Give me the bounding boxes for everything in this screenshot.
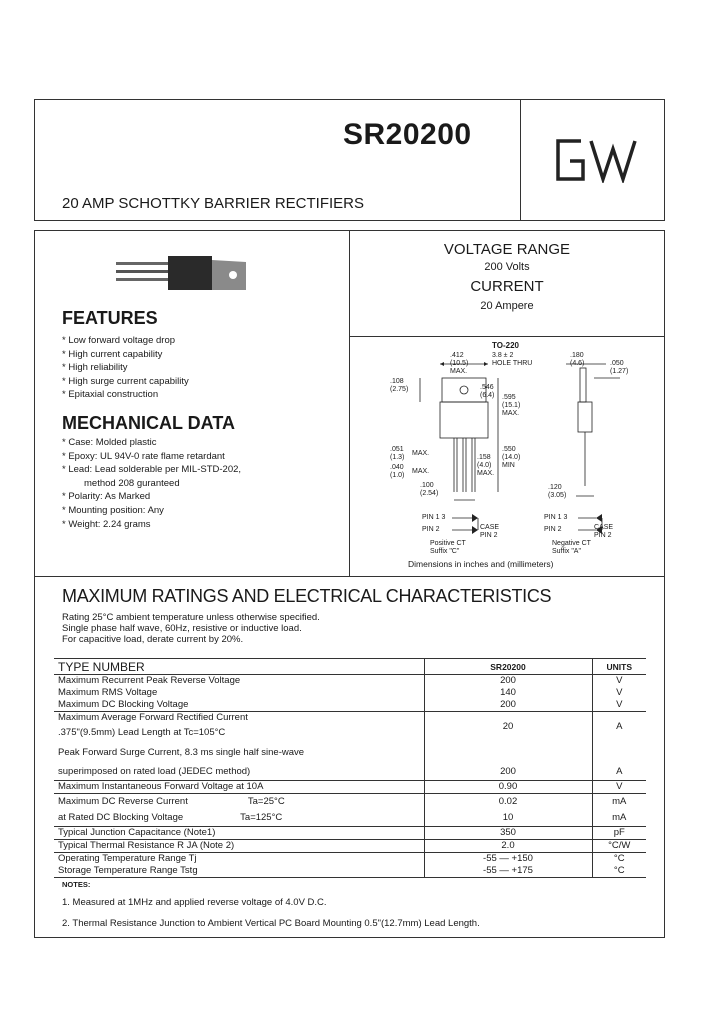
unit-cell: A	[592, 764, 646, 781]
table-row	[54, 853, 646, 866]
dim-595-in: .595	[502, 394, 516, 401]
pin13-left: PIN 1 3	[422, 514, 446, 521]
param-text: Maximum DC Reverse Current	[58, 796, 188, 807]
dim-108-mm: (2.75)	[390, 386, 409, 393]
value-cell: 0.90	[424, 781, 592, 794]
ratings-title: MAXIMUM RATINGS AND ELECTRICAL CHARACTERISTICS	[62, 586, 552, 606]
param-cell: Maximum RMS Voltage	[58, 687, 158, 698]
value-cell: 2.0	[424, 840, 592, 853]
header-divider	[520, 99, 521, 221]
dim-595-mm: (15.1)	[502, 402, 521, 409]
table-row	[54, 794, 646, 811]
dim-050-in: .050	[610, 360, 624, 367]
table-row	[54, 865, 646, 878]
unit-cell: V	[592, 675, 646, 688]
suffix-a-label: Suffix "A"	[552, 548, 581, 555]
voltage-range-title: VOLTAGE RANGE	[443, 241, 571, 258]
dim-hole	[492, 352, 532, 368]
table-row	[54, 687, 646, 699]
suffix-c-label: Suffix "C"	[430, 548, 460, 555]
dim-550-min: MIN	[502, 462, 515, 469]
table-row	[54, 840, 646, 853]
pin2-right: PIN 2	[544, 526, 562, 533]
param-cell: Maximum Instantaneous Forward Voltage at 10A	[54, 781, 424, 794]
ratings-intro	[62, 612, 320, 645]
pin2-left: PIN 2	[422, 526, 440, 533]
note-1: 1. Measured at 1MHz and applied reverse voltage of 4.0V D.C.	[62, 897, 327, 908]
table-row	[54, 764, 646, 781]
param-cell	[54, 794, 424, 811]
voltage-range-block	[349, 240, 665, 314]
positive-ct	[430, 540, 466, 556]
table-row	[54, 712, 646, 725]
pin13-right: PIN 1 3	[544, 514, 568, 521]
dim-050-mm: (1.27)	[610, 368, 629, 375]
main-horizontal-divider	[34, 576, 665, 577]
mechanical-list	[62, 436, 241, 531]
table-row	[54, 742, 646, 764]
right-top-divider	[349, 336, 665, 337]
dim-158-in: .158	[477, 454, 491, 461]
unit-cell: V	[592, 699, 646, 712]
mechanical-item: * Polarity: As Marked	[62, 490, 241, 504]
feature-item: * High reliability	[62, 361, 189, 375]
dim-550-mm: (14.0)	[502, 454, 521, 461]
negative-ct	[552, 540, 591, 556]
value-cell: 140	[424, 687, 592, 699]
dim-158-mm: (4.0)	[477, 462, 492, 469]
value-cell: 0.02	[424, 794, 592, 811]
mechanical-item: * Epoxy: UL 94V-0 rate flame retardant	[62, 450, 241, 464]
mechanical-item: * Case: Molded plastic	[62, 436, 241, 450]
ratings-intro-line: Single phase half wave, 60Hz, resistive or inductive load.	[62, 623, 302, 634]
mechanical-title: MECHANICAL DATA	[62, 413, 235, 433]
dim-051-max: MAX.	[412, 450, 430, 457]
dim-595	[502, 394, 520, 418]
ratings-intro-line: Rating 25°C ambient temperature unless otherwise specified.	[62, 612, 320, 623]
value-cell: -55 — +175	[424, 865, 592, 878]
dim-hole-thru: HOLE THRU	[492, 360, 533, 367]
param-cell: Maximum Average Forward Rectified Current	[54, 712, 424, 725]
param-cell: Typical Thermal Resistance R JA (Note 2)	[54, 840, 424, 853]
positive-ct-label: Positive CT	[430, 540, 466, 547]
notes-title: NOTES:	[62, 880, 91, 889]
param-cell: superimposed on rated load (JEDEC method)	[58, 766, 251, 777]
dim-120	[548, 484, 566, 500]
dim-040-in: .040	[390, 464, 404, 471]
dim-040-mm: (1.0)	[390, 472, 405, 479]
dim-040	[390, 464, 404, 480]
dim-180-mm: (4.6)	[570, 360, 585, 367]
unit-cell: mA	[592, 794, 646, 811]
feature-item: * High current capability	[62, 348, 189, 362]
note-2: 2. Thermal Resistance Junction to Ambient Vertical PC Board Mounting 0.5"(12.7mm) Lead Length.	[62, 918, 480, 929]
dim-412-max: MAX.	[450, 368, 468, 375]
dim-051-mm: (1.3)	[390, 454, 405, 461]
current-title: CURRENT	[470, 278, 544, 295]
component-illustration	[112, 250, 252, 303]
unit-cell: °C	[592, 853, 646, 866]
feature-item: * Epitaxial construction	[62, 388, 189, 402]
features-title: FEATURES	[62, 308, 158, 328]
value-cell	[424, 742, 592, 764]
features-list	[62, 334, 189, 402]
ratings-table	[54, 658, 646, 878]
mechanical-lead-cont: method 208 guranteed	[84, 477, 180, 489]
table-row	[54, 699, 646, 712]
package-diagram	[380, 338, 660, 574]
dim-180	[570, 352, 584, 368]
dim-546-mm: (6.4)	[480, 392, 495, 399]
to220-package-picture	[112, 250, 252, 298]
mechanical-item: * Mounting position: Any	[62, 504, 241, 518]
pin2b-left: PIN 2	[480, 532, 498, 539]
mechanical-item-cont	[62, 477, 241, 491]
dim-180-in: .180	[570, 352, 584, 359]
dim-158	[477, 454, 494, 478]
unit-cell: °C/W	[592, 840, 646, 853]
package-label: TO-220	[492, 341, 519, 350]
dim-550-in: .550	[502, 446, 516, 453]
table-row	[54, 781, 646, 794]
dim-hole-size: 3.8 ± 2	[492, 352, 514, 359]
dim-051-in: .051	[390, 446, 404, 453]
dim-412-in: .412	[450, 352, 464, 359]
value-cell: 20	[424, 712, 592, 743]
param-text: at Rated DC Blocking Voltage	[58, 812, 184, 823]
value-cell: 10	[424, 810, 592, 827]
dim-040-max: MAX.	[412, 468, 430, 475]
param-cell: .375"(9.5mm) Lead Length at Tc=105°C	[58, 727, 226, 738]
dim-550	[502, 446, 520, 470]
unit-cell: °C	[592, 865, 646, 878]
param-cell: Storage Temperature Range Tstg	[54, 865, 424, 878]
dimensions-note: Dimensions in inches and (millimeters)	[408, 559, 554, 569]
dim-412-mm: (10.5)	[450, 360, 469, 367]
dim-100	[420, 482, 438, 498]
value-cell: -55 — +150	[424, 853, 592, 866]
dim-108-in: .108	[390, 378, 404, 385]
param-cell: Typical Junction Capacitance (Note1)	[54, 827, 424, 840]
unit-cell: V	[592, 781, 646, 794]
mechanical-item: * Lead: Lead solderable per MIL-STD-202,	[62, 463, 241, 477]
product-subtitle: 20 AMP SCHOTTKY BARRIER RECTIFIERS	[62, 195, 365, 212]
dim-100-mm: (2.54)	[420, 490, 439, 497]
param-cell: Maximum DC Blocking Voltage	[58, 699, 189, 710]
dim-051	[390, 446, 404, 462]
dim-120-in: .120	[548, 484, 562, 491]
voltage-range-value: 200 Volts	[484, 261, 530, 273]
dim-100-in: .100	[420, 482, 434, 489]
dim-595-max: MAX.	[502, 410, 520, 417]
feature-item: * High surge current capability	[62, 375, 189, 389]
dim-412	[450, 352, 468, 376]
table-row	[54, 675, 646, 688]
dim-546-in: .546	[480, 384, 494, 391]
dim-158-max: MAX.	[477, 470, 495, 477]
table-header-row	[54, 659, 646, 675]
case-left: CASE	[480, 524, 500, 531]
value-cell: 350	[424, 827, 592, 840]
gw-logo-mark	[553, 137, 645, 183]
value-cell: 200	[424, 764, 592, 781]
condition-text: Ta=125°C	[240, 812, 283, 823]
mechanical-item: * Weight: 2.24 grams	[62, 518, 241, 532]
table-row	[54, 810, 646, 827]
table-row	[54, 827, 646, 840]
part-number-title: SR20200	[343, 118, 472, 151]
dim-546	[480, 384, 494, 400]
dim-120-mm: (3.05)	[548, 492, 567, 499]
unit-cell	[592, 742, 646, 764]
header-type-number: TYPE NUMBER	[54, 659, 424, 675]
negative-ct-label: Negative CT	[552, 540, 591, 547]
param-cell: Operating Temperature Range Tj	[54, 853, 424, 866]
pin2b-right: PIN 2	[594, 532, 612, 539]
unit-cell: mA	[592, 810, 646, 827]
header-part: SR20200	[424, 659, 592, 675]
current-value: 20 Ampere	[480, 300, 534, 312]
case-right: CASE	[594, 524, 614, 531]
param-cell: Maximum Recurrent Peak Reverse Voltage	[58, 675, 241, 686]
dim-050	[610, 360, 628, 376]
value-cell: 200	[424, 675, 592, 688]
param-cell: Peak Forward Surge Current, 8.3 ms single half sine-wave	[58, 747, 305, 758]
condition-text: Ta=25°C	[247, 796, 285, 807]
param-cell	[54, 810, 424, 827]
ratings-intro-line: For capacitive load, derate current by 20%.	[62, 634, 244, 645]
unit-cell: pF	[592, 827, 646, 840]
gw-logo	[553, 137, 645, 183]
feature-item: * Low forward voltage drop	[62, 334, 189, 348]
header-units: UNITS	[592, 659, 646, 675]
value-cell: 200	[424, 699, 592, 712]
unit-cell: A	[592, 712, 646, 743]
dim-108	[390, 378, 408, 394]
unit-cell: V	[592, 687, 646, 699]
